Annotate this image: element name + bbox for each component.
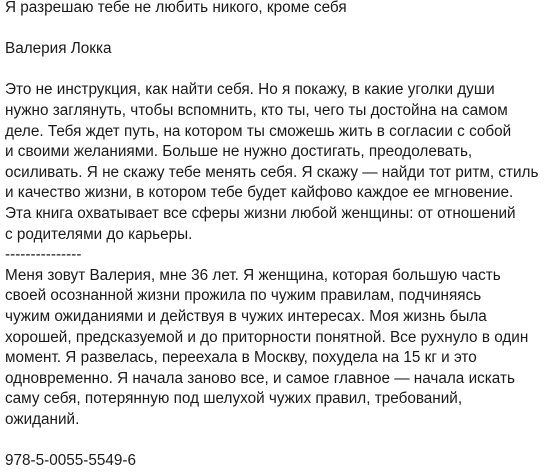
description-line: и качество жизни, в котором тебе будет кайфово каждое ее мгновение. (5, 184, 514, 202)
bio-line: хорошей, предсказуемой и до приторности понятной. Все рухнуло в один (5, 328, 529, 346)
description-line: с родителями до карьеры. (5, 225, 193, 243)
bio-line: саму себя, потерянную под шелухой чужих правил, требований, (5, 390, 463, 408)
book-description (5, 80, 550, 245)
bio-line: чужим ожиданиями и действуя в чужих интересах. Моя жизнь была (5, 307, 487, 325)
blank-line (5, 430, 550, 451)
author-bio (5, 266, 550, 431)
description-line: нужно заглянуть, чтобы вспомнить, кто ты, чего ты достойна на самом (5, 101, 508, 119)
bio-line: своей осознанной жизни прожила по чужим правилам, подчиняясь (5, 287, 482, 305)
bio-line: ожиданий. (5, 410, 80, 428)
section-separator: --------------- (5, 246, 82, 264)
description-line: деле. Тебя ждет путь, на котором ты сможешь жить в согласии с собой (5, 122, 512, 140)
blank-line (5, 60, 550, 81)
description-line: и своими желаниями. Больше не нужно достигать, преодолевать, (5, 143, 473, 161)
blank-line (5, 19, 550, 40)
book-annotation (5, 0, 550, 472)
description-line: Эта книга охватывает все сферы жизни любой женщины: от отношений (5, 204, 516, 222)
description-line: осиливать. Я не скажу тебе менять себя. Я скажу — найди тот ритм, стиль (5, 163, 539, 181)
description-line: Это не инструкция, как найти себя. Но я покажу, в какие уголки души (5, 81, 495, 99)
bio-line: момент. Я развелась, переехала в Москву, похудела на 15 кг и это (5, 349, 477, 367)
book-author: Валерия Локка (5, 40, 112, 58)
isbn: 978-5-0055-5549-6 (5, 452, 136, 470)
book-title: Я разрешаю тебе не любить никого, кроме себя (5, 0, 347, 16)
bio-line: одновременно. Я начала заново все, и самое главное — начала искать (5, 369, 515, 387)
bio-line: Меня зовут Валерия, мне 36 лет. Я женщина, которая большую часть (5, 266, 501, 284)
